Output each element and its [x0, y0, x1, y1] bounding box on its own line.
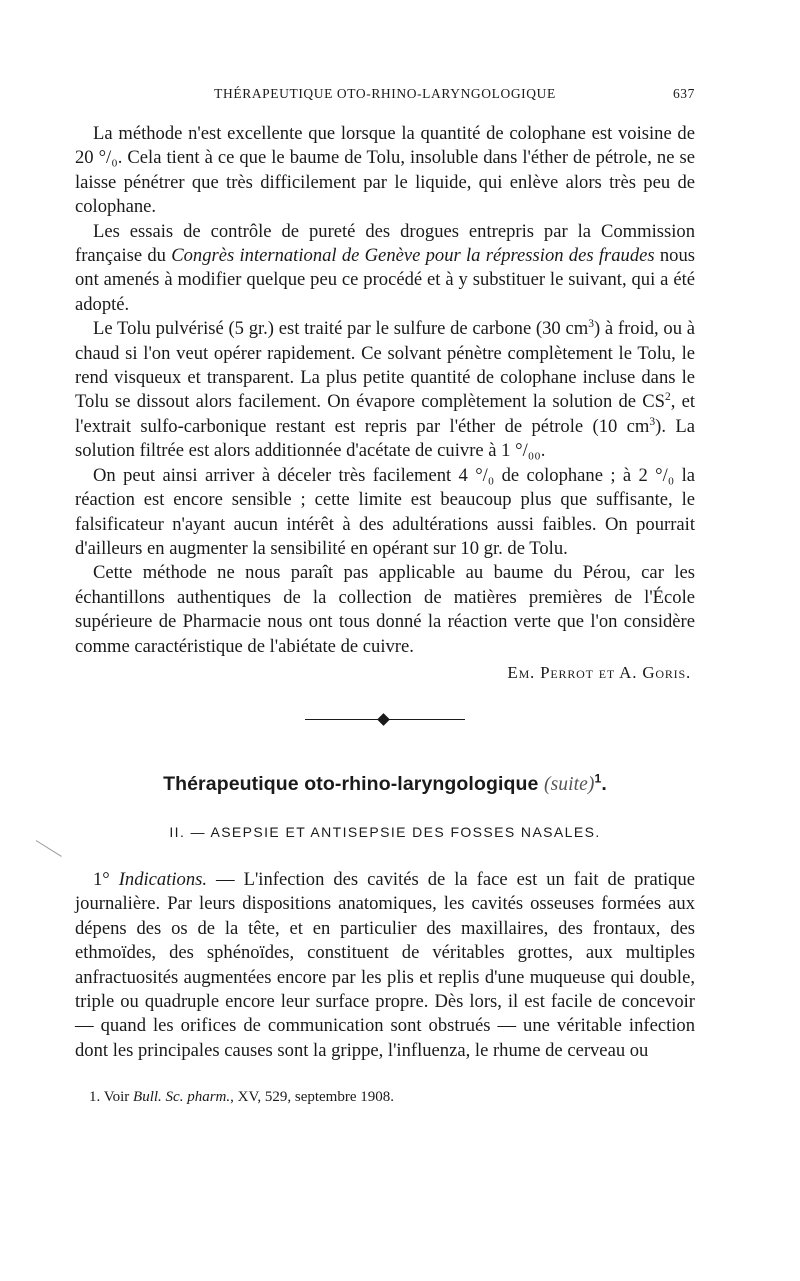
footnote-text-b: , XV, 529, septembre 1908. [230, 1089, 394, 1106]
article-title-suite: (suite) [544, 773, 595, 795]
running-title: THÉRAPEUTIQUE OTO-RHINO-LARYNGOLOGIQUE [214, 86, 556, 101]
paragraph-3-text-a: Le Tolu pulvérisé (5 gr.) est traité par le sulfure de carbone (30 cm [93, 318, 589, 340]
superscript-cm3-a: 3 [588, 318, 594, 331]
article-title-text: Thérapeutique oto-rhino-laryngologique [163, 772, 539, 795]
footnote [89, 1089, 695, 1106]
author-signature: Em. Perrot et A. Goris. [507, 662, 691, 682]
paragraph-3 [75, 317, 695, 463]
paragraph-5: Cette méthode ne nous paraît pas applicable au baume du Pérou, car les échantillons authentiques de la collection de matières premières de l'École supérieure de Pharmacie nous ont tous donné la réaction verte que l'on considère comme caractéristique de l'abiétate de cuivre. [75, 562, 695, 657]
paragraph-3-text-d: ). La solution filtrée est alors additionnée d'acétate de cuivre à 1 °/₀₀. [75, 415, 695, 462]
document-page [75, 86, 695, 1106]
article-title-period: . [601, 772, 607, 795]
body-text [75, 122, 695, 683]
superscript-cm3-b: 3 [649, 415, 656, 428]
superscript-cs2: 2 [664, 391, 671, 404]
margin-mark [36, 840, 62, 857]
footnote-text-a: Voir [100, 1089, 134, 1106]
paragraph-6-lead: 1° [93, 868, 119, 890]
paragraph-3-text-c: , et l'extrait sulfo-carbonique restant est repris par l'éther de pétrole (10 cm [75, 391, 695, 437]
paragraph-1: La méthode n'est excellente que lorsque la quantité de colophane est voisine de 20 °/₀. Cela tient à ce que le baume de Tolu, insoluble dans l'éther de pétrole, ne se laisse pénétrer que très difficilement par le liquide, qui enlève alors très peu de colophane. [75, 123, 695, 218]
paragraph-4: On peut ainsi arriver à déceler très facilement 4 °/₀ de colophane ; à 2 °/₀ la réaction est encore sensible ; cette limite est beaucoup plus que suffisante, le falsificateur n'ayant aucun intérêt à des adultérations aussi faibles. On pourrait d'ailleurs en augmenter la sensibilité en opérant sur 10 gr. de Tolu. [75, 464, 695, 559]
paragraph-3-text-b: ) à froid, ou à chaud si l'on veut opérer rapidement. Ce solvant pénètre complètement le Tolu, le rend visqueux et transparent. La plus petite quantité de colophane incluse dans le Tolu se dissout alors facilement. On évapore complètement la solution de CS [75, 318, 695, 413]
page-number: 637 [672, 86, 695, 101]
paragraph-2-text-a: Les essais de contrôle de pureté des drogues entrepris par la Commission française du [75, 220, 695, 267]
paragraph-2 [75, 220, 695, 318]
diamond-icon [377, 713, 390, 726]
paragraph-2-text-b: nous ont amenés à modifier quelque peu ce procédé et à y substituer le suivant, qui a été adopté. [75, 245, 696, 315]
footnote-journal: Bull. Sc. pharm. [133, 1089, 231, 1106]
congress-title: Congrès international de Genève pour la répression des fraudes [171, 245, 655, 267]
running-header [75, 86, 695, 108]
article-title [75, 773, 695, 796]
section-heading: II. — ASEPSIE ET ANTISEPSIE DES FOSSES NASALES. [169, 823, 601, 840]
footnote-reference: 1 [594, 771, 602, 786]
paragraph-6 [75, 868, 695, 1063]
section-separator [305, 713, 465, 725]
indications-heading: Indications. [118, 868, 208, 890]
paragraph-6-text: — L'infection des cavités de la face est un fait de pratique journalière. Par leurs dispositions anatomiques, les cavités osseuses formées aux dépens des os de la tête, et en particulier des maxillaires, des frontaux, des ethmoïdes, des sphénoïdes, constituent de véritables grottes, aux multiples anfractuosités augmentées encore par les plis et replis d'une muqueuse qui double, triple ou quadruple encore leur surface propre. Dès lors, il est facile de concevoir — quand les orifices de communication sont obstrués — une véritable infection dont les principales causes sont la grippe, l'influenza, le rhume de cerveau ou [75, 868, 695, 1061]
footnote-number: 1. [89, 1089, 101, 1106]
